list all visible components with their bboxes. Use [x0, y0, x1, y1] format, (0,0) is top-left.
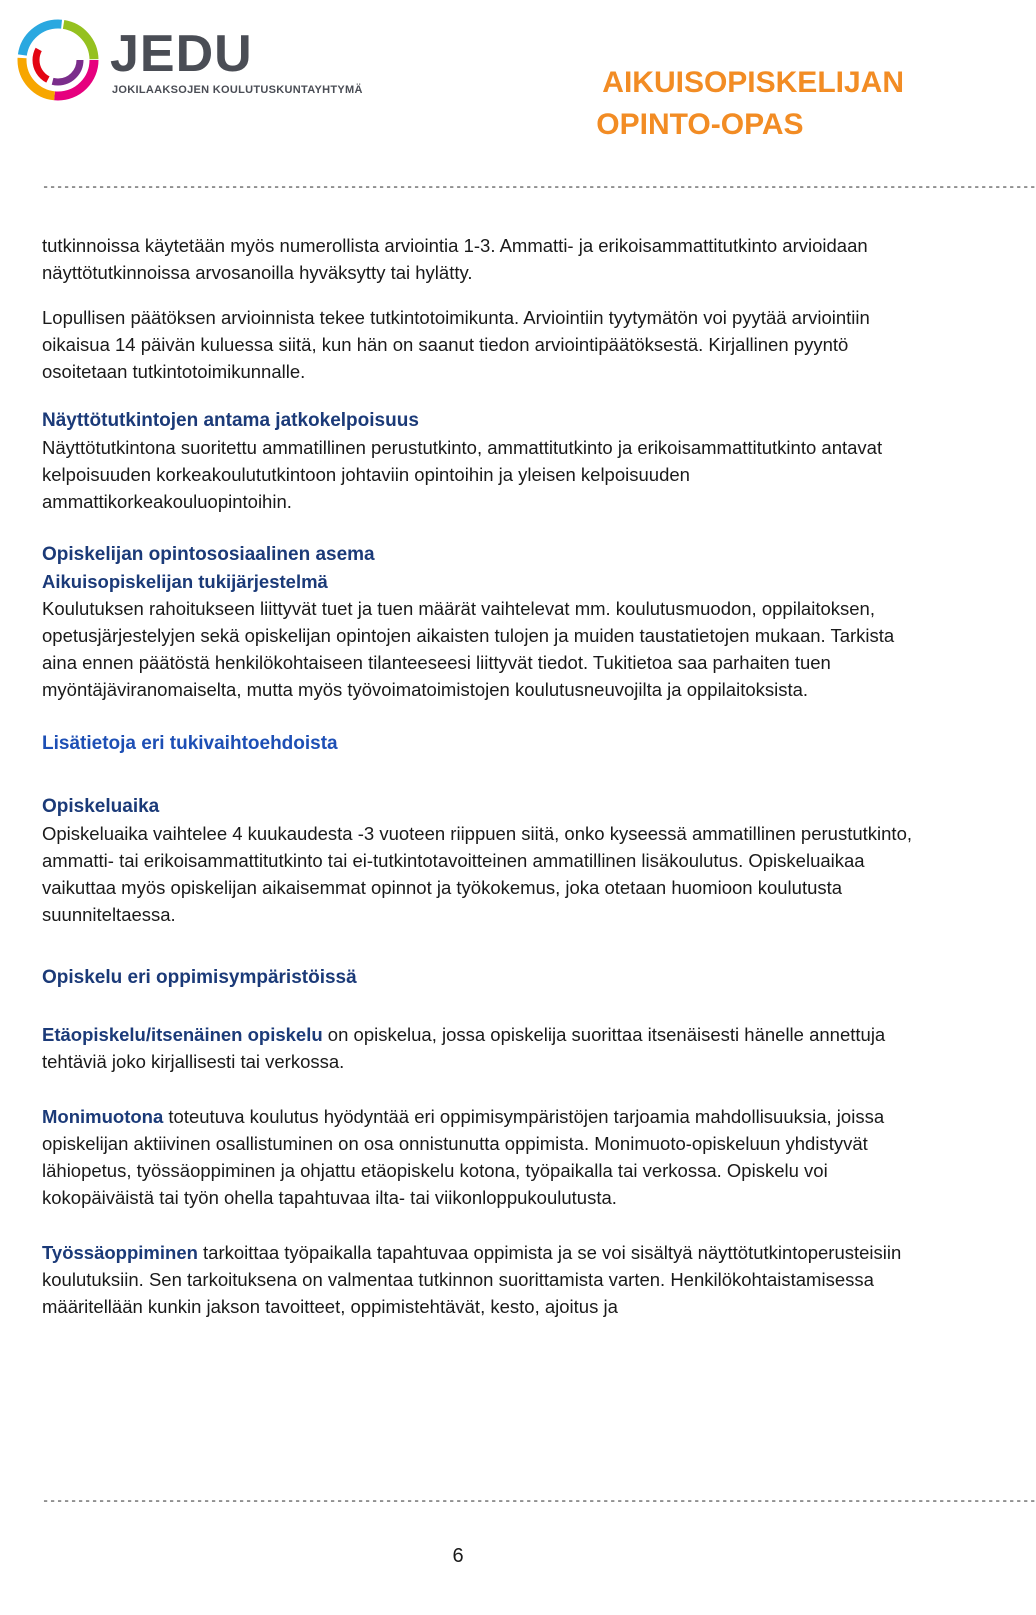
- document-title-line1: AIKUISOPISKELIJAN: [602, 66, 904, 99]
- document-title-line2: OPINTO-OPAS: [596, 108, 804, 141]
- paragraph-arviointi: tutkinnoissa käytetään myös numerollista arviointia 1-3. Ammatti- ja erikoisammattitutkinto arvioidaan näyttötutkinnoissa arvosanoilla hyväksytty tai hylätty.: [42, 235, 868, 283]
- term-etaopiskelu: Etäopiskelu/itsenäinen opiskelu: [42, 1024, 323, 1045]
- heading-jatkokelpoisuus: Näyttötutkintojen antama jatkokelpoisuus: [42, 410, 419, 431]
- paragraph-opiskeluaika: Opiskeluaika vaihtelee 4 kuukaudesta -3 vuoteen riippuen siitä, onko kyseessä ammatillinen perustutkinto, ammatti- tai erikoisammattitutkinto tai ei-tutkintotavoitteinen ammatillinen lisäkoulutus. Opiskeluaikaa vaikuttaa myös opiskelijan aikaisemmat opinnot ja työkokemus, joka otetaan huomioon koulutusta suunniteltaessa.: [42, 823, 912, 925]
- text-monimuoto: toteutuva koulutus hyödyntää eri oppimisympäristöjen tarjoamia mahdollisuuksia, joissa opiskelijan aktiivinen osallistuminen on osa onnistunutta oppimista. Monimuoto-opiskeluun yhdistyvät lähiopetus, työssäoppiminen ja ohjattu etäopiskelu kotona, työpaikalla tai verkossa. Opiskelu voi kokopäiväistä tai työn ohella tapahtuvaa ilta- tai viikonloppukoulutusta.: [42, 1106, 885, 1208]
- term-monimuoto: Monimuotona: [42, 1106, 164, 1127]
- logo-name: JEDU: [110, 25, 253, 83]
- paragraph-etaopiskelu: [42, 1021, 932, 1075]
- term-tyossaoppiminen: Työssäoppiminen: [42, 1242, 198, 1263]
- header-divider: ----------------------------------------------------------------------------------------------------------------------------------------------: [42, 180, 1036, 194]
- footer-divider: ----------------------------------------------------------------------------------------------------------------------------------------------: [42, 1494, 1036, 1508]
- jedu-logo: [10, 10, 363, 110]
- paragraph-jatkokelpoisuus: Näyttötutkintona suoritettu ammatillinen perustutkinto, ammattitutkinto ja erikoisammattitutkinto antavat kelpoisuuden korkeakoulututkintoon johtaviin opintoihin ja yleisen kelpoisuuden ammattikorkeakouluopintoihin.: [42, 437, 883, 512]
- paragraph-monimuoto: [42, 1103, 932, 1211]
- text-etaopiskelu: on opiskelua, jossa opiskelija suorittaa itsenäisesti hänelle annettuja tehtäviä joko kirjallisesti tai verkossa.: [42, 1024, 886, 1072]
- paragraph-paatos: Lopullisen päätöksen arvioinnista tekee tutkintotoimikunta. Arviointiin tyytymätön voi pyytää arviointiin oikaisua 14 päivän kuluessa siitä, kun hän on saanut tiedon arviointipäätöksestä. Kirjallinen pyyntö osoitetaan tutkintotoimikunnalle.: [42, 307, 870, 382]
- page-content: [42, 232, 932, 1320]
- logo-subtitle: JOKILAAKSOJEN KOULUTUSKUNTAYHTYMÄ: [112, 84, 363, 96]
- tukivaihtoehdot-link[interactable]: Lisätietoja eri tukivaihtoehdoista: [42, 733, 338, 754]
- heading-opiskeluaika: Opiskeluaika: [42, 796, 160, 817]
- heading-oppimisymparistot: Opiskelu eri oppimisympäristöissä: [42, 967, 357, 988]
- subheading-tukijarjestelma: Aikuisopiskelijan tukijärjestelmä: [42, 571, 328, 592]
- paragraph-tukijarjestelma: Koulutuksen rahoitukseen liittyvät tuet ja tuen määrät vaihtelevat mm. koulutusmuodon, oppilaitoksen, opetusjärjestelyjen sekä opiskelijan opintojen aikaisten tulojen ja muiden taustatietojen mukaan. Tarkista aina ennen päätöstä henkilökohtaiseen tilanteeseesi liittyvät tiedot. Tukitietoa saa parhaiten tuen myöntäjäviranomaiselta, mutta myös työvoimatoimistojen koulutusneuvojilta ja oppilaitoksista.: [42, 598, 895, 700]
- page-number: 6: [452, 1545, 464, 1567]
- jedu-logo-mark-icon: [10, 10, 105, 110]
- text-tyossaoppiminen: tarkoittaa työpaikalla tapahtuvaa oppimista ja se voi sisältyä näyttötutkintoperusteisiin koulutuksiin. Sen tarkoituksena on valmentaa tutkinnon suorittamista varten. Henkilökohtaistamisessa määritellään kunkin jakson tavoitteet, oppimistehtävät, kesto, ajoitus ja: [42, 1242, 902, 1317]
- paragraph-tyossaoppiminen: [42, 1239, 932, 1320]
- heading-opintososiaalinen-asema: Opiskelijan opintososiaalinen asema: [42, 544, 375, 565]
- document-title: [596, 62, 904, 146]
- link-row: [42, 729, 932, 757]
